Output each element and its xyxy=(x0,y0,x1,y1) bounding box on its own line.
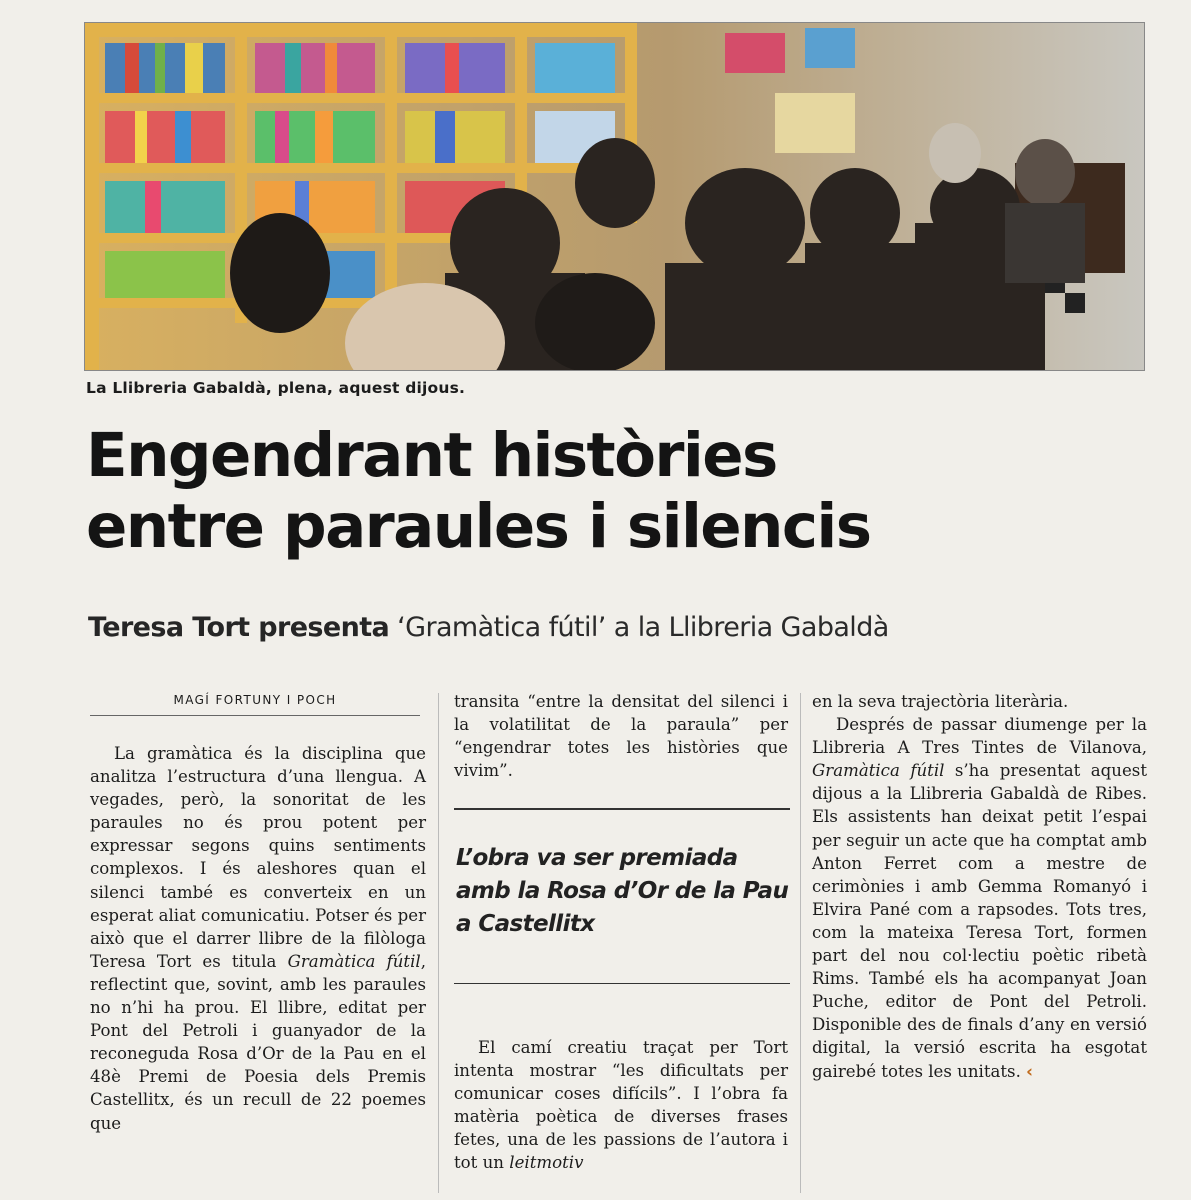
pull-quote-text: L’obra va ser premiada amb la Rosa d’Or de la Pau a Castellitx xyxy=(456,845,789,937)
book-title: Gramàtica fútil xyxy=(812,761,945,781)
text-run: El camí creatiu traçat per Tort intenta mostrar “les dificultats per comunicar coses difícils”. I l’obra fa matèria poètica de diverses frases fetes, una de les passions de l’autora i tot un xyxy=(454,1038,788,1173)
italic-term: leitmotiv xyxy=(509,1153,584,1173)
paragraph xyxy=(454,1036,788,1175)
article-column-3 xyxy=(812,690,1147,1083)
subtitle-text: ‘Gramàtica fútil’ a la Llibreria Gabaldà xyxy=(389,612,889,643)
paragraph: en la seva trajectòria literària. xyxy=(812,692,1069,711)
end-mark: ‹ xyxy=(1026,1061,1033,1081)
pull-quote xyxy=(454,808,790,984)
article-column-1 xyxy=(90,742,426,1135)
paragraph xyxy=(812,713,1147,1083)
headline-line-1: Engendrant històries xyxy=(86,420,777,491)
article-column-2-continued xyxy=(454,1036,788,1175)
column-divider xyxy=(800,693,801,1193)
paragraph xyxy=(90,742,426,1135)
column-divider xyxy=(438,693,439,1193)
subtitle xyxy=(88,612,889,643)
article-column-2 xyxy=(454,690,788,782)
bookstore-photo xyxy=(84,22,1145,371)
headline-line-2: entre paraules i silencis xyxy=(86,491,871,562)
headline xyxy=(86,420,1166,562)
text-run: La gramàtica és la disciplina que analitza l’estructura d’una llengua. A vegades, però, la sonoritat de les paraules no és prou potent per expressar segons quins sentiments complexos. I és aleshores quan el silenci també es converteix en un esperat aliat comunicatiu. Potser és per això que el darrer llibre de la filòloga Teresa Tort es titula xyxy=(90,744,426,971)
subtitle-author: Teresa Tort presenta xyxy=(88,612,390,643)
byline: MAGÍ FORTUNY I POCH xyxy=(90,693,420,716)
paragraph: transita “entre la densitat del silenci i la volatilitat de la paraula” per “engendrar totes les històries que vivim”. xyxy=(454,692,788,781)
text-run: s’ha presentat aquest dijous a la Llibreria Gabaldà de Ribes. Els assistents han deixat petit l’espai per seguir un acte que ha comptat amb Anton Ferret com a mestre de cerimònies i amb Gemma Romanyó i Elvira Pané com a rapsodes. Tots tres, com la mateixa Teresa Tort, formen part del nou col·lectiu poètic ribetà Rims. També els ha acompanyat Joan Puche, editor de Pont del Petroli. Disponible des de finals d’any en versió digital, la versió escrita ha esgotat gairebé totes les unitats. xyxy=(812,761,1147,1081)
text-run: , reflectint que, sovint, amb les paraules no n’hi ha prou. El llibre, editat per Pont del Petroli i guanyador de la reconeguda Rosa d’Or de la Pau en el 48è Premi de Poesia dels Premis Castellitx, és un recull de 22 poemes que xyxy=(90,951,426,1133)
photo-caption: La Llibreria Gabaldà, plena, aquest dijous. xyxy=(86,379,466,397)
text-run: Després de passar diumenge per la Llibreria A Tres Tintes de Vilanova, xyxy=(812,715,1147,758)
book-title: Gramàtica fútil xyxy=(287,951,421,971)
